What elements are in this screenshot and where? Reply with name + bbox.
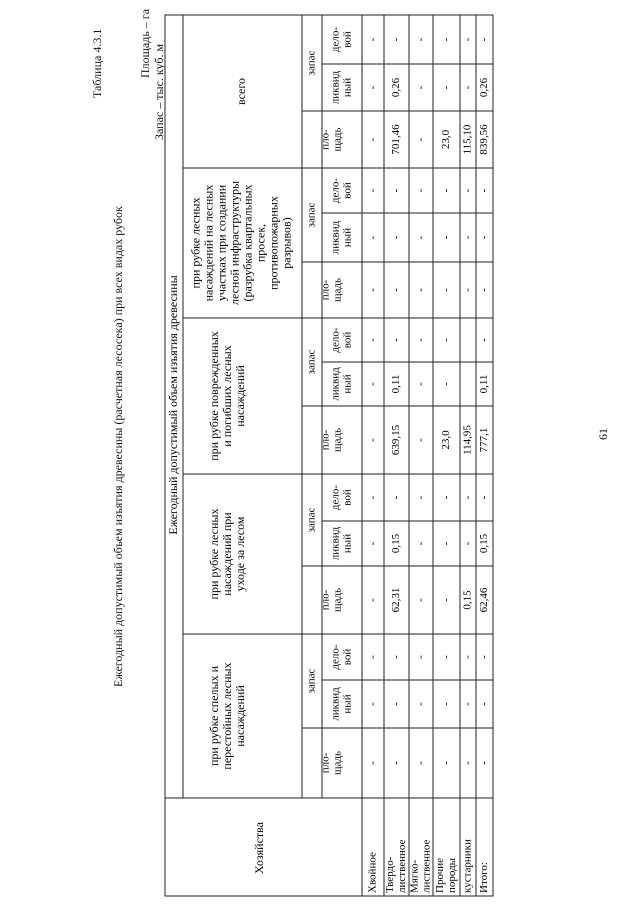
table-cell: - [461,541,474,546]
table-cell: - [366,37,379,42]
page-number: 61 [596,428,610,440]
header-stock: запас [305,507,318,533]
table-cell: - [478,235,491,240]
header-area: щадь [331,278,344,302]
header-damaged-stands: при рубке поврежденных [206,331,221,461]
table-cell: - [414,438,427,442]
table-cell: - [390,288,403,292]
header-stock: запас [305,349,318,375]
header-area: пло- [319,129,332,150]
row-label: Итого: [478,862,491,893]
header-damaged-stands: насаждений [232,365,247,427]
row-label: Прочие [434,858,447,893]
header-ripe-stands: при рубке спелых и [206,665,221,767]
table-cell: - [390,235,403,240]
header-ripe-stands: насаждений [232,685,247,747]
header-thinning: при рубке лесных [206,508,221,600]
header-infrastructure: (разрубка квартальных [240,184,255,302]
table-cell: - [366,235,379,240]
table-cell: - [414,288,427,292]
table-cell: - [461,288,474,292]
table-cell: - [390,188,403,193]
table-cell: - [414,598,427,602]
header-infrastructure: насаждений на лесных [201,184,216,302]
table-cell: - [461,702,474,706]
table-cell: - [440,288,453,292]
row-label: кустарники [461,839,474,893]
header-area: пло- [319,279,332,301]
table-cell: 0,11 [390,374,403,394]
header-business: дело- [329,644,342,670]
header-stock: запас [305,50,318,76]
header-liquid: ный [341,77,354,98]
table-cell: - [478,761,491,765]
header-liquid: ликвид [329,220,342,255]
table-cell: - [414,541,427,546]
table-cell: - [366,438,379,442]
header-stock: запас [305,668,318,694]
table-cell: - [440,541,453,546]
header-area: пло- [319,589,332,611]
table-cell: 839,56 [478,124,491,155]
row-label: Твердо- [384,856,397,893]
header-area: пло- [319,429,332,451]
table-cell: 62,31 [390,587,403,613]
table-cell: - [366,338,379,342]
header-liquid: ликвид [329,367,342,401]
table-cell: - [440,338,453,342]
table-cell: - [366,188,379,193]
table-cell: - [366,598,379,602]
table-cell: - [461,495,474,500]
table-cell: 701,46 [390,124,403,155]
row-label: лиственное [396,839,409,893]
header-total: всего [233,77,248,106]
table-cell: - [478,338,491,342]
table-cell: - [461,761,474,765]
table-cell: - [366,761,379,765]
row-label: породы [446,857,459,893]
table-cell: - [440,702,453,706]
header-area: щадь [331,751,344,775]
header-area: щадь [331,428,344,452]
table-cell: - [478,495,491,500]
table-cell: - [478,37,491,42]
table-cell: 0,26 [478,77,491,98]
table-cell: - [461,37,474,42]
table-title: Ежегодный допустимый объем изъятия древесины (расчетная лесосека) при всех видах рубок [111,206,125,687]
table-cell: - [414,382,427,386]
header-infrastructure: лесной инфраструктуры [227,180,242,306]
row-label: лиственное [420,839,433,893]
table-cell: - [461,85,474,90]
unit-stock: Запас – тыс. куб. м [152,43,166,140]
table-cell: - [440,37,453,42]
table-cell: 0,15 [390,533,403,554]
row-label: Мягко- [408,859,421,893]
header-business: вой [341,182,354,199]
header-business: дело- [329,484,342,511]
table-cell: - [461,188,474,193]
table-cell: - [440,495,453,500]
table-cell: 115,10 [461,124,474,155]
table-cell: - [366,495,379,500]
table-cell: - [366,288,379,292]
table-cell: 639,15 [390,424,403,456]
table-cell: - [440,382,453,386]
table-cell: - [478,188,491,193]
header-stock: запас [305,202,318,228]
header-infrastructure: разрывов) [279,217,294,269]
table-cell: - [440,761,453,765]
header-business: дело- [329,327,342,353]
table-cell: 23,0 [440,129,453,150]
table-cell: - [414,761,427,765]
header-damaged-stands: и погибших лесных [219,345,234,447]
header-liquid: ный [341,374,354,394]
header-infrastructure: при рубке лесных [188,197,203,289]
table-cell: - [461,655,474,659]
header-thinning: насаждений при [219,512,234,596]
table-cell: 23,0 [440,430,453,450]
table-cell: - [390,761,403,765]
table-cell: 0,15 [478,533,491,554]
table-cell: - [414,85,427,90]
header-farm: Хозяйства [251,822,266,874]
header-liquid: ный [341,694,354,714]
header-area: щадь [331,588,344,612]
table-cell: - [414,137,427,142]
header-business: дело- [329,177,342,204]
table-cell: - [440,235,453,240]
table-cell: - [390,338,403,342]
table-cell: - [478,655,491,659]
table-cell: - [366,137,379,142]
header-area: щадь [331,127,344,152]
header-infrastructure: просек, [253,223,268,263]
table-cell: - [440,598,453,602]
table-cell: - [366,702,379,706]
table-cell: 62,46 [478,587,491,613]
header-business: дело- [329,26,342,53]
header-thinning: уходе за лесом [232,516,247,592]
table-cell: 0,11 [478,374,491,394]
header-business: вой [341,31,354,48]
row-label: Хвойное [366,852,379,893]
table-cell: - [440,85,453,90]
table-cell: - [390,37,403,42]
table-cell: - [414,37,427,42]
header-infrastructure: противопожарных [266,196,281,290]
header-liquid: ный [341,533,354,554]
table-cell: - [366,382,379,386]
header-business: вой [341,648,354,666]
header-liquid: ликвид [329,687,342,721]
header-ripe-stands: перестойных лесных [219,662,234,770]
header-liquid: ликвид [329,70,342,105]
table-cell: - [366,541,379,546]
table-cell: - [414,655,427,659]
table-cell: - [461,235,474,240]
header-liquid: ликвид [329,526,342,561]
table-cell: 0,15 [461,590,474,610]
table-cell: - [414,338,427,342]
table-cell: - [478,702,491,706]
table-cell: - [366,85,379,90]
header-business: вой [341,331,354,349]
table-cell: - [440,188,453,193]
table-cell: - [414,495,427,500]
table-cell: - [414,235,427,240]
table-cell: - [478,288,491,292]
table-cell: - [414,702,427,706]
unit-area: Площадь – га [138,8,152,78]
header-infrastructure: участках при создании [214,184,229,302]
header-business: вой [341,489,354,506]
header-area: пло- [319,752,332,774]
table-cell: - [390,655,403,659]
table-cell: - [366,655,379,659]
table-number: Таблица 4.3.1 [90,28,104,98]
table-cell: - [390,495,403,500]
header-liquid: ный [341,227,354,248]
table-cell: - [390,702,403,706]
table-cell: - [414,188,427,193]
table-cell: 0,26 [390,77,403,98]
table-cell: 114,95 [461,425,474,455]
header-annual: Ежегодный допустимый объем изъятия древесины [165,275,180,535]
table-cell: 777,1 [478,427,491,453]
table-cell: - [440,655,453,659]
